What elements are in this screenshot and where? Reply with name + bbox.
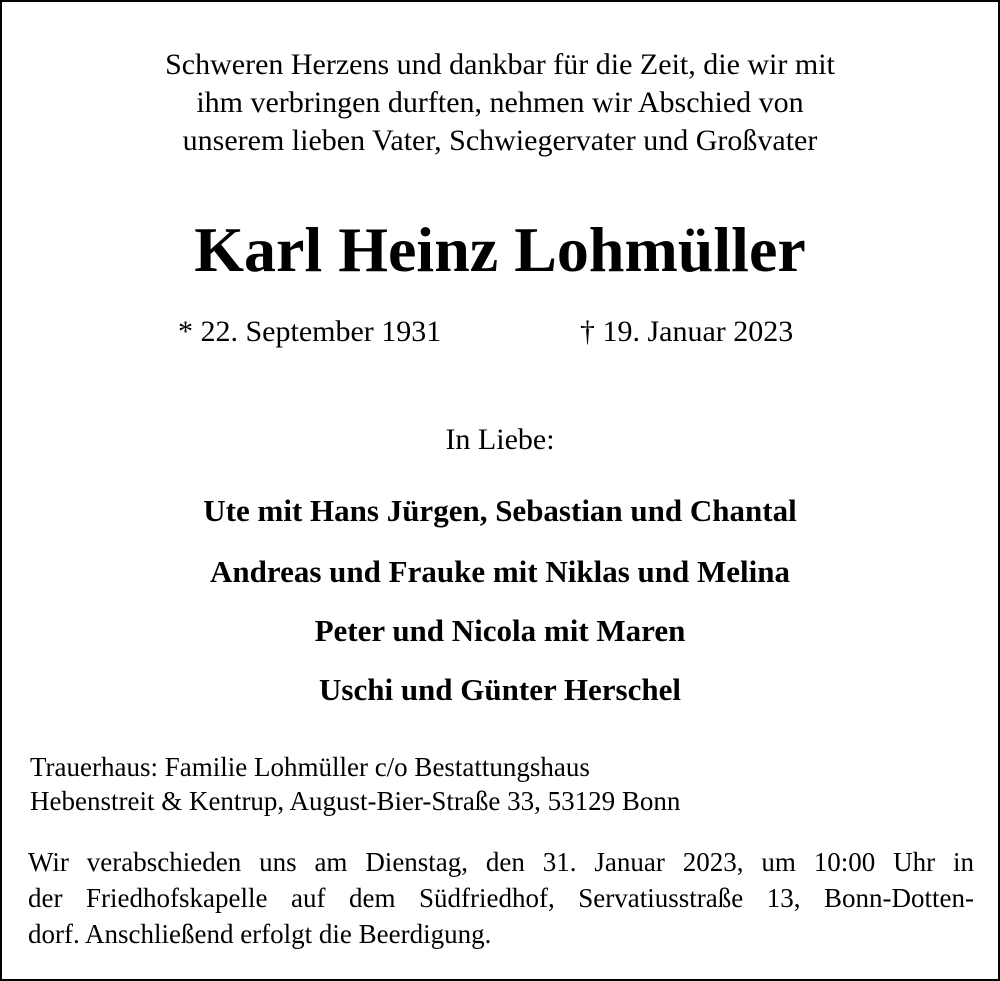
service-line: Wir verabschieden uns am Dienstag, den 31. Januar 2023, um 10:00 Uhr in — [28, 847, 974, 877]
address-line: Hebenstreit & Kentrup, August-Bier-Straße 33, 53129 Bonn — [30, 786, 681, 816]
death-date: † 19. Januar 2023 — [580, 315, 794, 348]
mourner-line: Uschi und Günter Herschel — [319, 672, 681, 707]
intro-line: unserem lieben Vater, Schwiegervater und Großvater — [182, 124, 818, 157]
intro-text — [2, 46, 998, 160]
service-line: dorf. Anschließend erfolgt die Beerdigung. — [28, 919, 492, 949]
address-line: Trauerhaus: Familie Lohmüller c/o Bestattungshaus — [30, 752, 590, 782]
mourning-house-address — [30, 750, 680, 818]
service-line: der Friedhofskapelle auf dem Südfriedhof, Servatiusstraße 13, Bonn-Dotten- — [28, 883, 974, 913]
intro-line: Schweren Herzens und dankbar für die Zeit, die wir mit — [165, 48, 835, 81]
mourner-line: Andreas und Frauke mit Niklas und Melina — [210, 554, 790, 589]
deceased-name: Karl Heinz Lohmüller — [194, 214, 806, 285]
mourner-line: Ute mit Hans Jürgen, Sebastian und Chantal — [203, 493, 797, 528]
birth-date: * 22. September 1931 — [178, 315, 442, 348]
funeral-service-info — [28, 844, 974, 952]
intro-line: ihm verbringen durften, nehmen wir Abschied von — [196, 86, 804, 119]
in-love-heading: In Liebe: — [445, 423, 555, 456]
mourner-line: Peter und Nicola mit Maren — [314, 613, 686, 648]
